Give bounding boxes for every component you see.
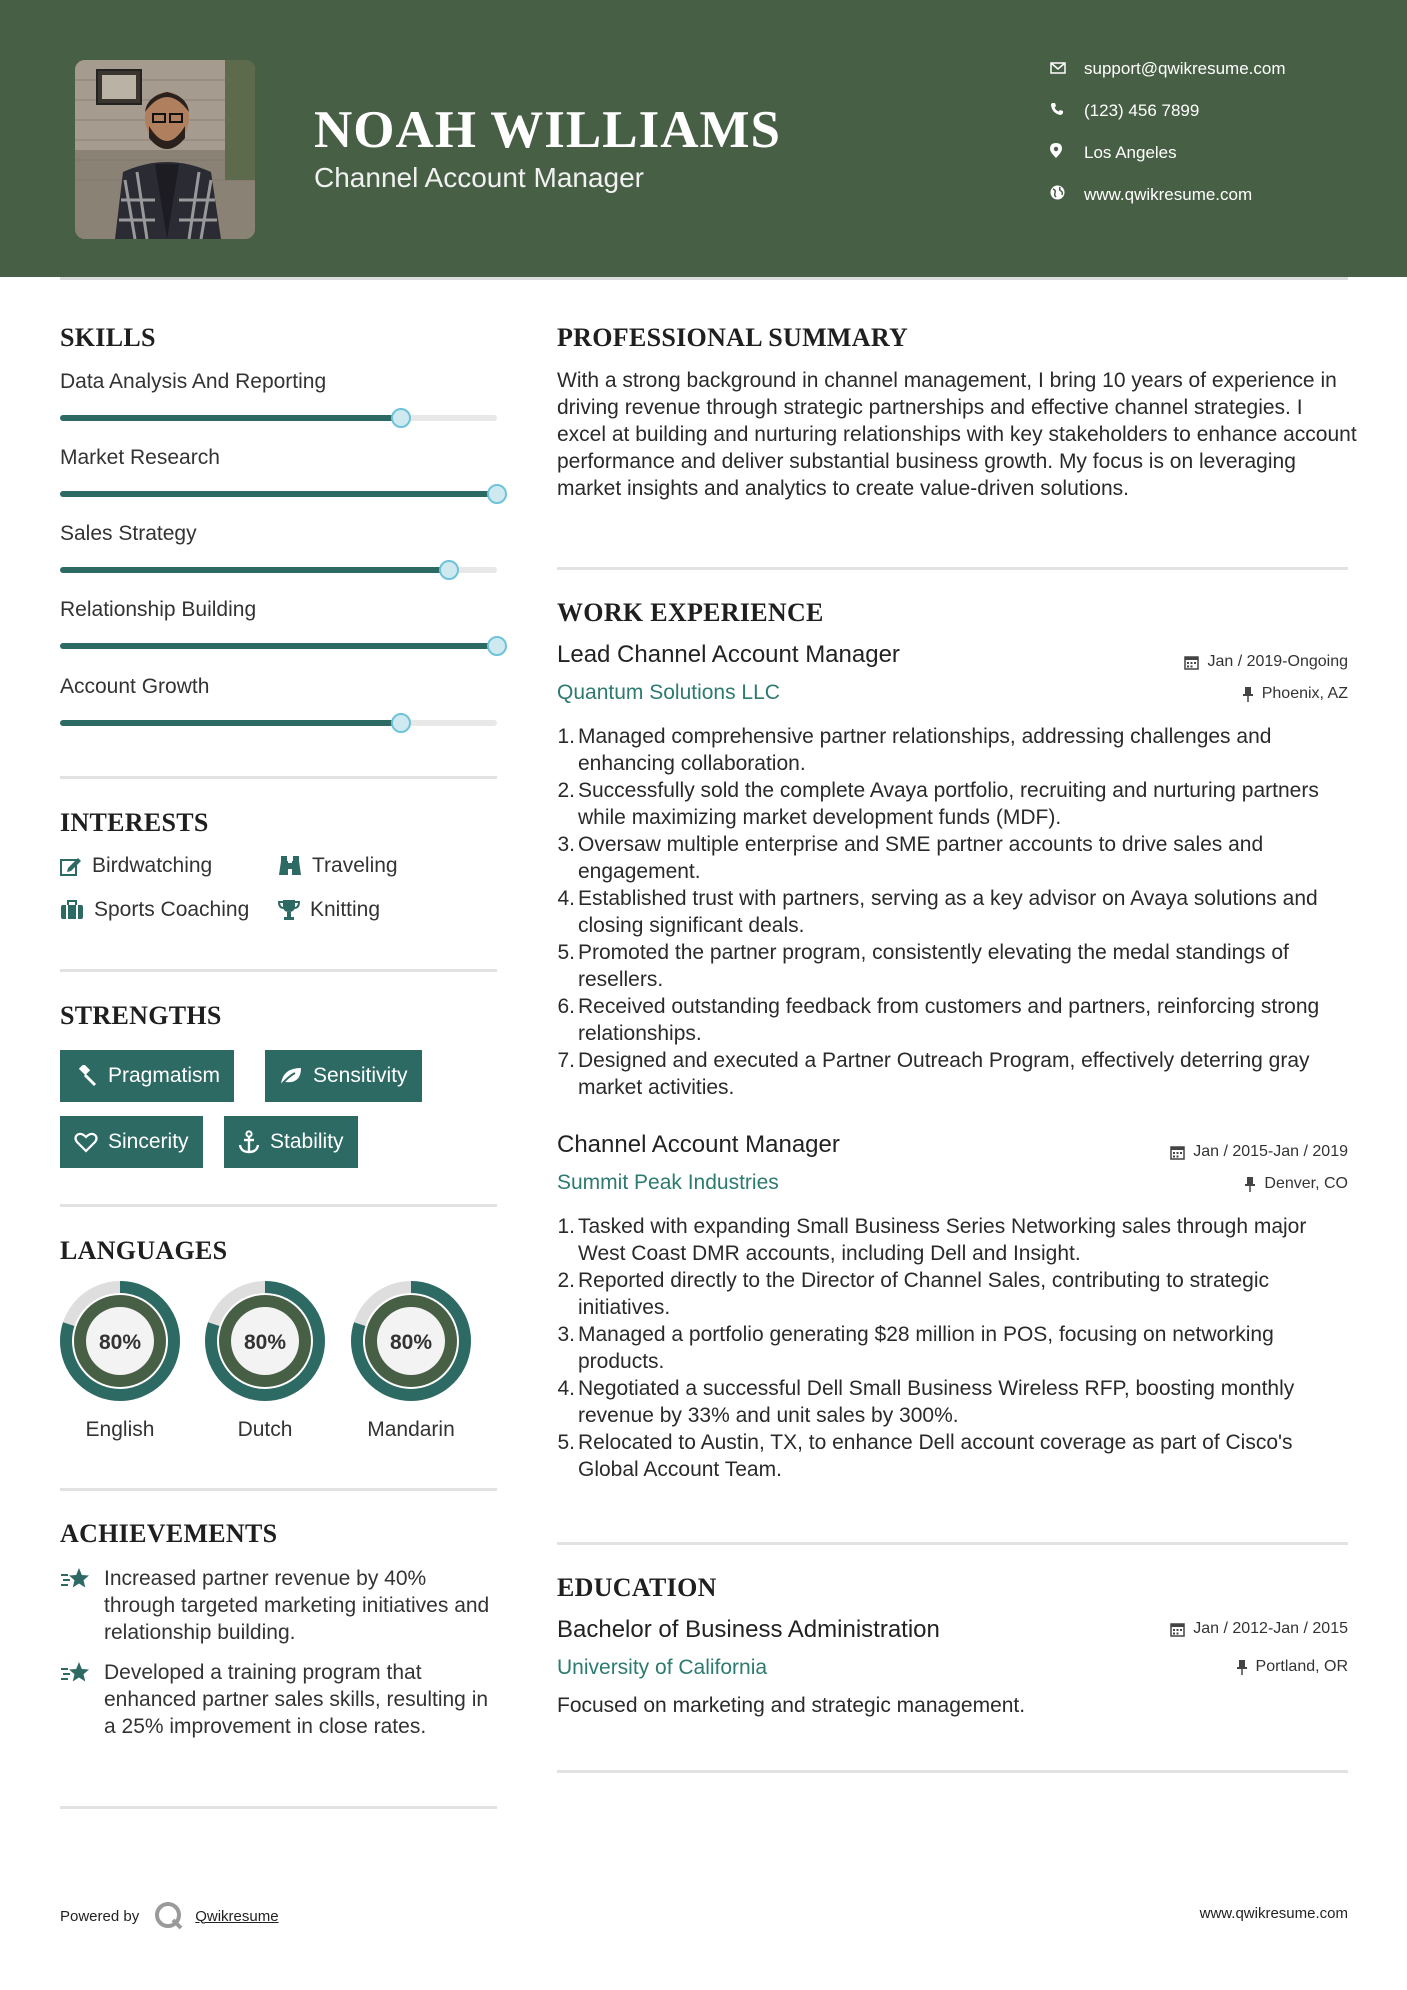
calendar-icon xyxy=(1170,1622,1185,1637)
star-icon xyxy=(60,1661,92,1685)
skill-bar-knob xyxy=(487,636,507,656)
interest-label: Traveling xyxy=(312,854,398,877)
skills-heading: SKILLS xyxy=(60,323,156,352)
strength-label: Sincerity xyxy=(108,1130,189,1153)
candidate-role: Channel Account Manager xyxy=(314,162,644,193)
achievements-heading: ACHIEVEMENTS xyxy=(60,1519,278,1548)
interest-label: Knitting xyxy=(310,898,381,921)
contact-location-text: Los Angeles xyxy=(1084,143,1177,162)
skill-bar-fill xyxy=(60,415,401,421)
footer-powered-by xyxy=(60,1900,279,1932)
education-heading: EDUCATION xyxy=(557,1573,717,1602)
languages-heading: LANGUAGES xyxy=(60,1236,228,1265)
job-bullet: 5. Promoted the partner program, consistently elevating the medal standings of resellers. xyxy=(557,941,1289,991)
school-name: University of California xyxy=(557,1656,768,1679)
candidate-name: NOAH WILLIAMS xyxy=(314,101,782,159)
job-bullet: 5. Relocated to Austin, TX, to enhance Dell account coverage as part of Cisco's Global Account Team. xyxy=(557,1431,1293,1481)
heart-icon xyxy=(74,1132,98,1153)
leaf-icon xyxy=(279,1066,303,1086)
achievement-item xyxy=(60,1659,500,1740)
header-divider xyxy=(60,277,1348,280)
binoculars-icon xyxy=(278,855,302,877)
job-bullet: 2. Reported directly to the Director of Channel Sales, contributing to strategic initiatives. xyxy=(557,1269,1270,1319)
skill-bar-knob xyxy=(391,713,411,733)
interest-item xyxy=(60,898,249,922)
skill-bar xyxy=(60,415,497,421)
language-ring xyxy=(350,1280,472,1402)
skill-bar-fill xyxy=(60,643,497,649)
resume-header xyxy=(0,0,1407,277)
strength-tag xyxy=(265,1050,422,1102)
skill-name: Market Research xyxy=(60,446,220,469)
skill-bar-fill xyxy=(60,491,497,497)
interest-item xyxy=(278,854,398,878)
skill-bar-knob xyxy=(439,560,459,580)
skill-bar xyxy=(60,720,497,726)
language-percent: 80% xyxy=(98,1331,142,1354)
skill-name: Data Analysis And Reporting xyxy=(60,370,327,393)
skill-name: Sales Strategy xyxy=(60,522,197,545)
edit-icon xyxy=(60,856,82,876)
profile-photo xyxy=(75,60,255,239)
strength-label: Pragmatism xyxy=(108,1064,221,1087)
summary-heading: PROFESSIONAL SUMMARY xyxy=(557,323,909,352)
skill-bar xyxy=(60,567,497,573)
phone-icon xyxy=(1050,101,1084,121)
interests-heading: INTERESTS xyxy=(60,808,209,837)
contact-website[interactable] xyxy=(1050,185,1252,205)
skill-bar-knob xyxy=(487,484,507,504)
job-bullet: 1. Tasked with expanding Small Business Series Networking sales through major West Coast DMR accounts, including Dell and Insight. xyxy=(557,1215,1307,1265)
section-divider xyxy=(60,1488,497,1491)
pushpin-icon xyxy=(1236,1659,1248,1675)
language-item xyxy=(204,1280,326,1407)
job-bullet: 6. Received outstanding feedback from customers and partners, reinforcing strong relationships. xyxy=(557,995,1320,1045)
section-divider xyxy=(557,567,1348,570)
language-percent: 80% xyxy=(243,1331,287,1354)
briefcase-icon xyxy=(60,900,84,920)
contact-location xyxy=(1050,143,1177,163)
job-title: Lead Channel Account Manager xyxy=(557,641,900,668)
job-bullets xyxy=(553,1213,1353,1483)
strengths-heading: STRENGTHS xyxy=(60,1001,222,1030)
job-bullet: 1. Managed comprehensive partner relationships, addressing challenges and enhancing collaboration. xyxy=(557,725,1272,775)
contact-email[interactable] xyxy=(1050,59,1286,79)
map-pin-icon xyxy=(1050,143,1084,163)
interest-label: Birdwatching xyxy=(92,854,213,877)
job-location xyxy=(1242,685,1348,703)
skill-bar-fill xyxy=(60,567,449,573)
summary-text: With a strong background in channel management, I bring 10 years of experience in driving revenue through strategic partnerships and effective channel strategies. I excel at building and nurturing relationships with key stakeholders to enhance account performance and deliver substantial business growth. My focus is on leveraging market insights and analytics to create value-driven solutions. xyxy=(557,369,1357,500)
skill-name: Relationship Building xyxy=(60,598,257,621)
education-description: Focused on marketing and strategic management. xyxy=(557,1694,1026,1717)
calendar-icon xyxy=(1184,655,1199,670)
section-divider xyxy=(60,776,497,779)
envelope-icon xyxy=(1050,59,1084,79)
education-location-text: Portland, OR xyxy=(1255,1658,1348,1675)
language-ring xyxy=(204,1280,326,1402)
gavel-icon xyxy=(74,1065,98,1087)
skill-bar xyxy=(60,491,497,497)
degree-title: Bachelor of Business Administration xyxy=(557,1616,940,1643)
job-bullet: 4. Negotiated a successful Dell Small Business Wireless RFP, boosting monthly revenue by 33% and unit sales by 300%. xyxy=(557,1377,1295,1427)
interest-label: Sports Coaching xyxy=(94,898,250,921)
education-dates xyxy=(1170,1620,1348,1638)
skill-bar-fill xyxy=(60,720,401,726)
language-item xyxy=(350,1280,472,1407)
job-bullet: 7. Designed and executed a Partner Outreach Program, effectively deterring gray market activities. xyxy=(557,1049,1310,1099)
language-name: English xyxy=(85,1418,155,1441)
company-name: Quantum Solutions LLC xyxy=(557,681,780,704)
section-divider xyxy=(60,1204,497,1207)
contact-phone[interactable] xyxy=(1050,101,1199,121)
job-bullet: 3. Oversaw multiple enterprise and SME partner accounts to drive sales and engagement. xyxy=(557,833,1264,883)
section-divider xyxy=(60,969,497,972)
calendar-icon xyxy=(1170,1145,1185,1160)
language-name: Dutch xyxy=(237,1418,293,1441)
section-divider xyxy=(557,1770,1348,1773)
interest-item xyxy=(278,898,380,922)
job-location-text: Denver, CO xyxy=(1264,1175,1348,1192)
section-divider xyxy=(60,1806,497,1809)
qwikresume-link[interactable]: Qwikresume xyxy=(195,1907,279,1925)
qwikresume-logo-icon xyxy=(153,1900,185,1932)
achievement-text: Increased partner revenue by 40% through targeted marketing initiatives and relationship building. xyxy=(104,1567,490,1644)
achievement-item xyxy=(60,1565,500,1646)
education-location xyxy=(1236,1658,1348,1676)
pushpin-icon xyxy=(1242,686,1254,702)
contact-website-text: www.qwikresume.com xyxy=(1084,185,1253,204)
strength-tag xyxy=(224,1116,358,1168)
anchor-icon xyxy=(238,1130,260,1154)
job-dates xyxy=(1184,653,1348,671)
contact-phone-text: (123) 456 7899 xyxy=(1084,101,1200,120)
job-dates xyxy=(1170,1143,1348,1161)
job-bullets xyxy=(553,723,1353,1101)
company-name: Summit Peak Industries xyxy=(557,1171,779,1194)
job-bullet: 2. Successfully sold the complete Avaya portfolio, recruiting and nurturing partners while maximizing market development funds (MDF). xyxy=(557,779,1319,829)
powered-by-label: Powered by xyxy=(60,1907,140,1925)
achievement-text: Developed a training program that enhanced partner sales skills, resulting in a 25% improvement in close rates. xyxy=(104,1661,489,1738)
skill-name: Account Growth xyxy=(60,675,210,698)
job-location-text: Phoenix, AZ xyxy=(1261,685,1348,702)
language-percent: 80% xyxy=(389,1331,433,1354)
job-location xyxy=(1244,1175,1348,1193)
contact-email-text: support@qwikresume.com xyxy=(1084,59,1286,78)
strength-tag xyxy=(60,1116,203,1168)
footer-website[interactable]: www.qwikresume.com xyxy=(1199,1905,1348,1922)
job-dates-text: Jan / 2019-Ongoing xyxy=(1207,653,1348,670)
job-dates-text: Jan / 2015-Jan / 2019 xyxy=(1193,1143,1348,1160)
section-divider xyxy=(557,1542,1348,1545)
language-item xyxy=(59,1280,181,1407)
job-title: Channel Account Manager xyxy=(557,1131,840,1158)
skill-bar xyxy=(60,643,497,649)
trophy-icon xyxy=(278,899,300,921)
education-dates-text: Jan / 2012-Jan / 2015 xyxy=(1193,1620,1348,1637)
experience-heading: WORK EXPERIENCE xyxy=(557,598,824,627)
language-ring xyxy=(59,1280,181,1402)
strength-label: Sensitivity xyxy=(313,1064,408,1087)
job-bullet: 3. Managed a portfolio generating $28 million in POS, focusing on networking products. xyxy=(557,1323,1274,1373)
language-name: Mandarin xyxy=(367,1418,455,1441)
pushpin-icon xyxy=(1244,1176,1256,1192)
strength-label: Stability xyxy=(270,1130,344,1153)
star-icon xyxy=(60,1567,92,1591)
job-bullet: 4. Established trust with partners, serving as a key advisor on Avaya solutions and closing significant deals. xyxy=(557,887,1318,937)
skill-bar-knob xyxy=(391,408,411,428)
globe-icon xyxy=(1050,185,1084,205)
interest-item xyxy=(60,854,212,878)
strength-tag xyxy=(60,1050,234,1102)
